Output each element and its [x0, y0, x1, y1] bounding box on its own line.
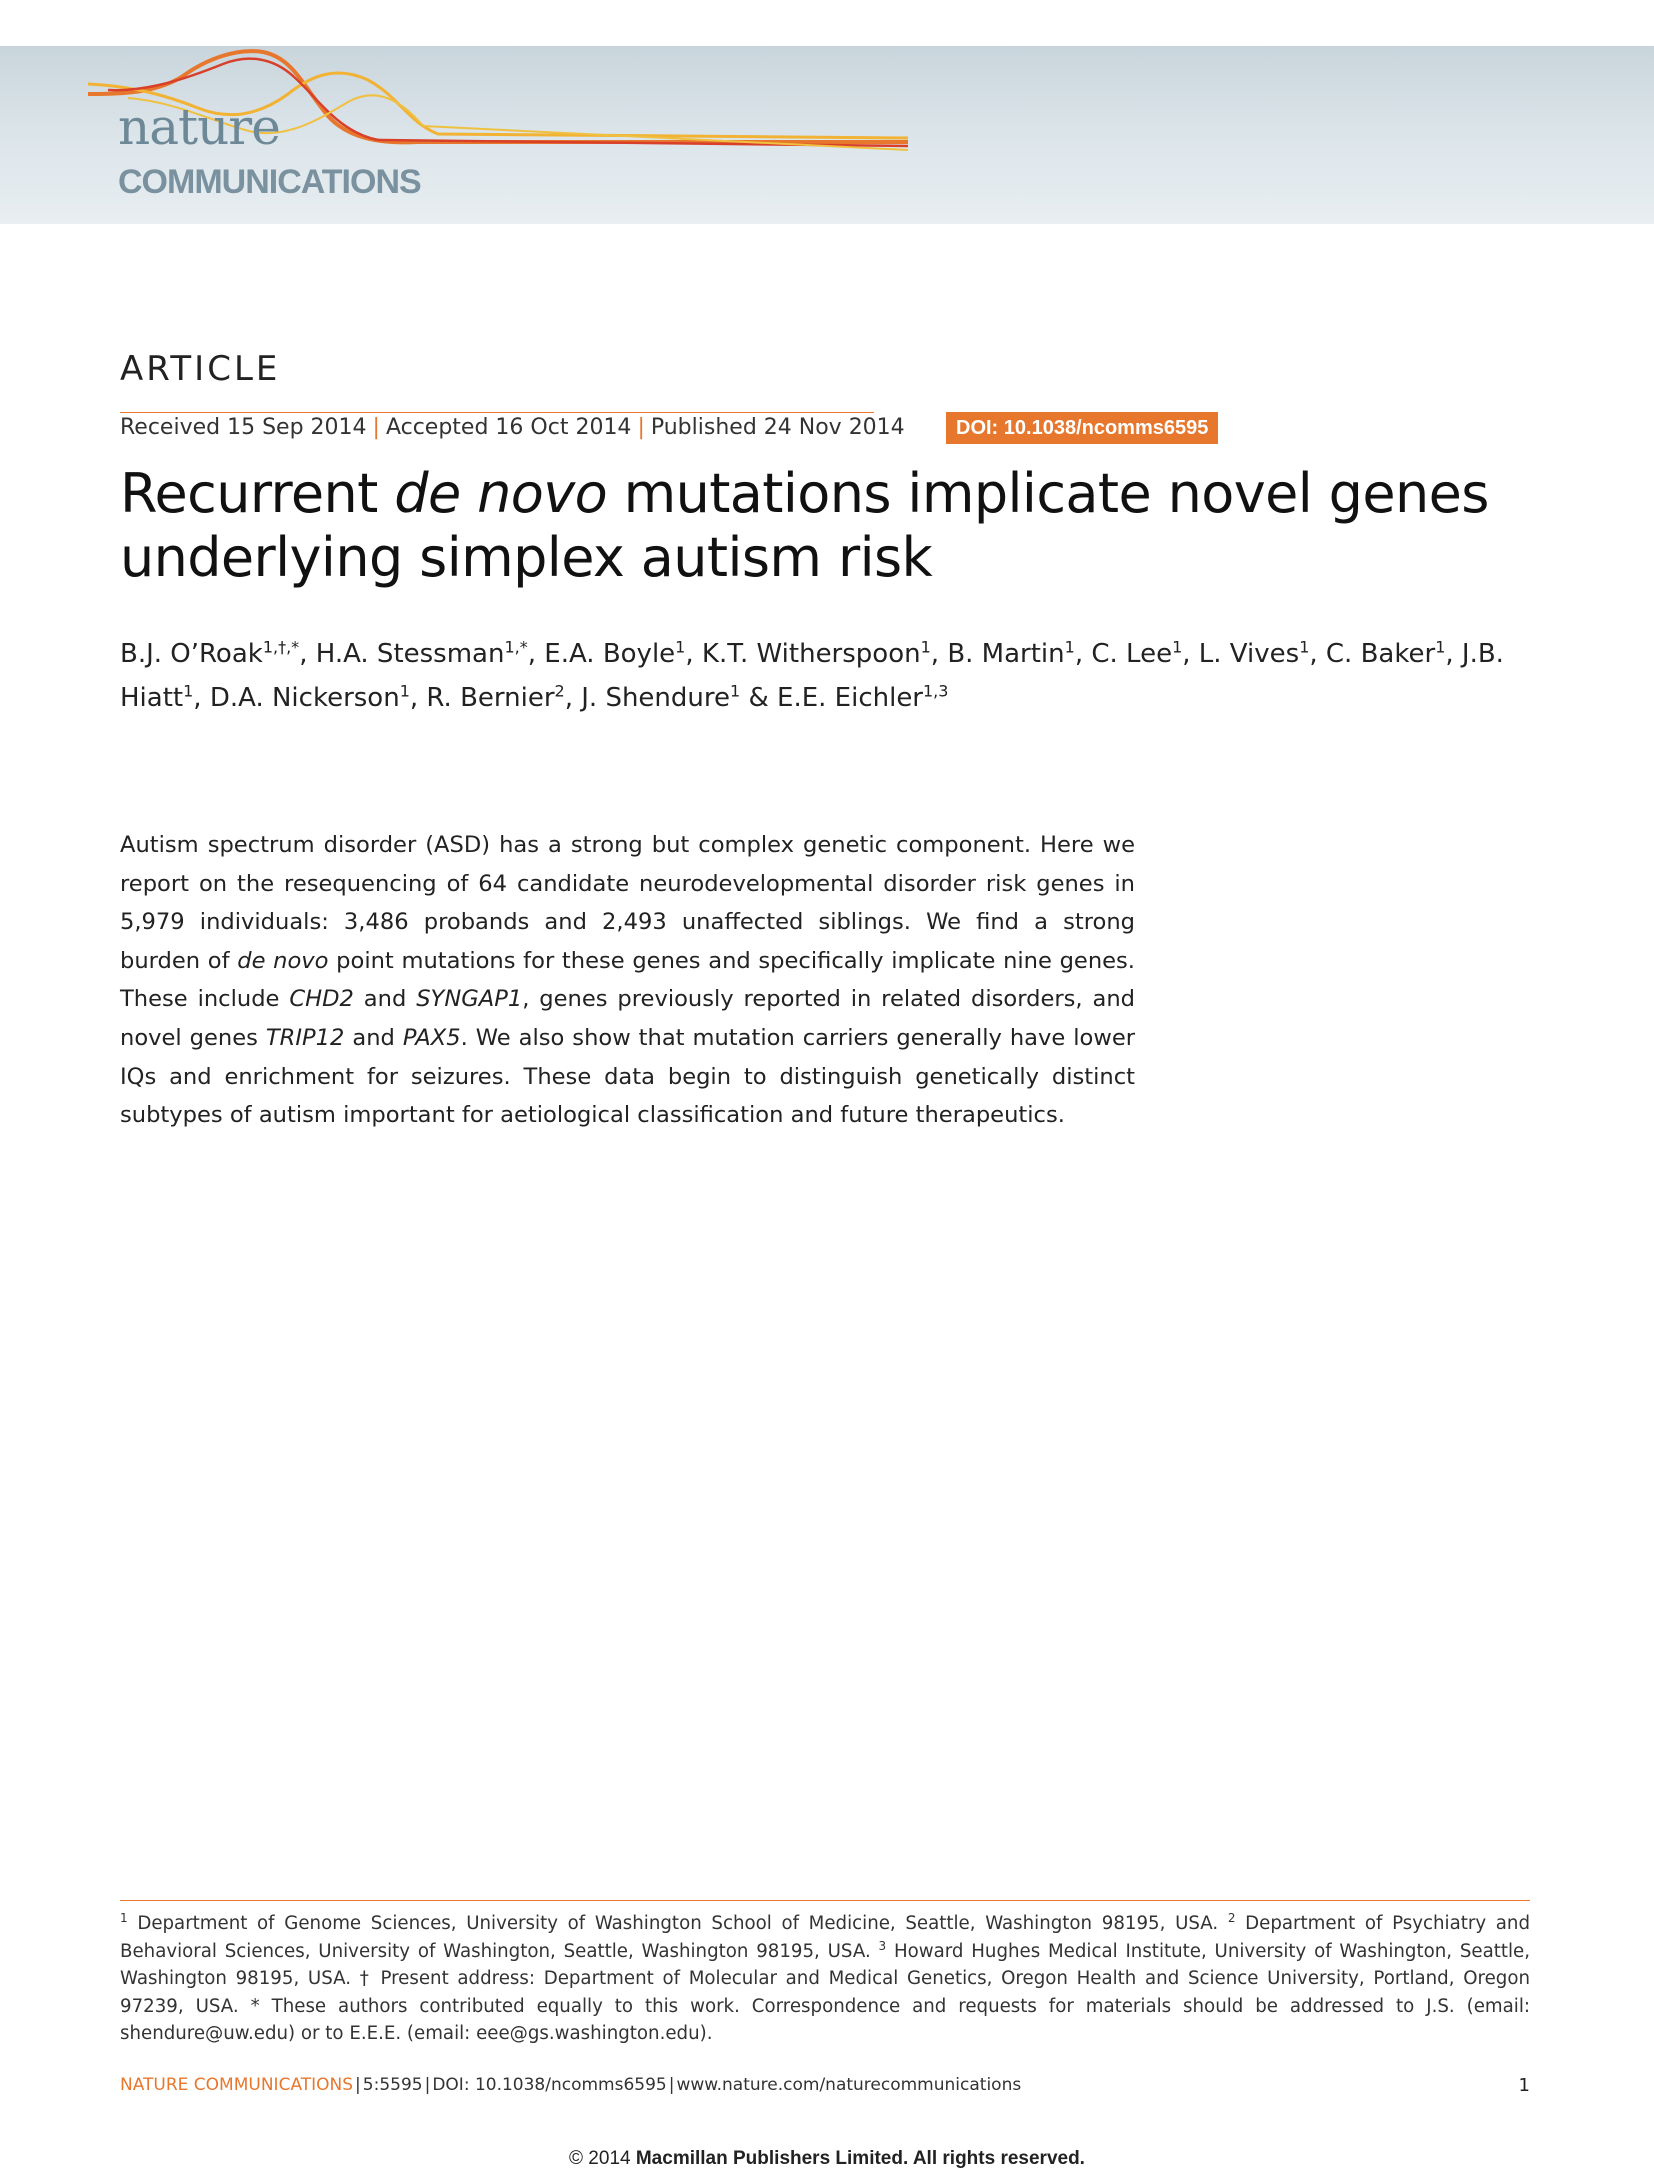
affiliation-marker: 2 [1227, 1910, 1236, 1925]
author-name: E.E. Eichler [777, 683, 923, 713]
affiliation-text: Howard Hughes Medical Institute, University of Washington, Seattle, Washington 98195, USA. † Present address: Department of Molecular and Medical Genetics, Oregon Health and Science University, Portland, Oregon 97239, USA. * These authors contributed equally to this work. Correspondence and requests for materials should be addressed to J.S. (email: shendure@uw.edu) or to E.E.E. (email: eee@gs.washington.edu). [120, 1940, 1530, 2044]
footer-separator: | [668, 2075, 675, 2095]
title-text: mutations implicate novel genes underlying simplex autism risk [120, 462, 1489, 589]
affiliations-rule [120, 1900, 1530, 1901]
author-name: D.A. Nickerson [209, 683, 400, 713]
author-affiliation-marker: 1 [1435, 637, 1446, 657]
author-name: C. Baker [1325, 639, 1436, 669]
abstract-text: and [344, 1024, 403, 1051]
author [581, 683, 740, 713]
author-name: C. Lee [1091, 639, 1173, 669]
published-date: Published 24 Nov 2014 [650, 415, 905, 440]
author-affiliation-marker: 1 [1172, 637, 1183, 657]
abstract-text: . We also show that mutation carriers generally have lower IQs and enrichment for seizures. These data begin to distinguish genetically distinct subtypes of autism important for aetiological classification and future therapeutics. [120, 1024, 1136, 1129]
affiliation-marker: 3 [878, 1938, 887, 1953]
page-number: 1 [1518, 2075, 1530, 2096]
abstract-text: Autism spectrum disorder (ASD) has a strong but complex genetic component. Here we report on the resequencing of 64 candidate neurodevelopmental disorder risk genes in 5,979 individuals: 3,486 probands and 2,493 unaffected siblings. We find a strong burden of [120, 832, 1135, 974]
received-date: Received 15 Sep 2014 [120, 415, 367, 440]
author-affiliation-marker: 1 [1064, 637, 1075, 657]
gene-name: CHD2 [289, 986, 354, 1013]
footer-doi[interactable]: DOI: 10.1038/ncomms6595 [432, 2075, 667, 2095]
author [1091, 639, 1182, 669]
gene-name: SYNGAP1 [416, 986, 523, 1013]
title-italic: de novo [394, 462, 608, 525]
footer-url[interactable]: www.nature.com/naturecommunications [676, 2075, 1022, 2095]
accepted-date: Accepted 16 Oct 2014 [385, 415, 632, 440]
abstract-text: and [353, 986, 417, 1013]
page-footer [120, 2075, 1530, 2095]
article-type-label: ARTICLE [120, 349, 281, 389]
author-affiliation-marker: 2 [554, 681, 565, 701]
author [120, 639, 299, 669]
author [1199, 639, 1310, 669]
footer-volume: 5:5595 [362, 2075, 423, 2095]
author-affiliation-marker: 1 [730, 681, 741, 701]
copyright-notice [0, 2148, 1654, 2170]
author-affiliation-marker: 1 [1299, 637, 1310, 657]
affiliation-text: Department of Psychiatry and Behavioral Sciences, University of Washington, Seattle, Washington 98195, USA. [120, 1913, 1530, 1962]
affiliations [120, 1910, 1530, 2048]
author-name: E.A. Boyle [544, 639, 676, 669]
abstract-italic: de novo [237, 947, 329, 974]
author [777, 683, 948, 713]
abstract-text: , genes previously reported in related disorders, and novel genes [120, 986, 1135, 1051]
author-list: B.J. O’Roak$^{1,\dagger,*}$, H.A. Stessman$^{1,*}$, E.A. Boyle$^1$, K.T. Witherspoon$^1$, B. Martin$^1$, C. Lee$^1$, L. Vives$^1$, C. Baker$^1$, J.B. Hiatt$^1$, D.A. Nickerson$^1$, R. Bernier$^2$, J. Shendure$^1$ & E.E. Eichler$^{1,3}$ [120, 637, 1504, 713]
author [426, 683, 564, 713]
author-affiliation-marker: 1 [920, 637, 931, 657]
author-affiliation-marker: 1 [183, 681, 194, 701]
author-affiliation-marker: 1,* [504, 637, 528, 657]
logo-nature-wordmark: nature [118, 98, 280, 156]
abstract-text: point mutations for these genes and specifically implicate nine genes. These include [120, 947, 1135, 1013]
history-rule [120, 412, 874, 413]
author [210, 683, 410, 713]
title-text: Recurrent [120, 462, 395, 525]
copyright-holder: Macmillan Publishers Limited. All rights reserved. [635, 2148, 1085, 2169]
history-separator: | [372, 415, 380, 440]
author [1326, 639, 1445, 669]
gene-name: PAX5 [402, 1024, 461, 1051]
author-name: R. Bernier [426, 683, 555, 713]
author-name: J.B. Hiatt [120, 639, 1504, 713]
author-affiliation-marker: 1 [399, 681, 410, 701]
footer-separator: | [355, 2075, 361, 2095]
author-name: H.A. Stessman [315, 639, 505, 669]
author-name: K.T. Witherspoon [701, 639, 921, 669]
author-name: B. Martin [947, 639, 1065, 669]
author-affiliation-marker: 1,†,* [262, 637, 300, 657]
author-name: J. Shendure [581, 683, 731, 713]
abstract [120, 826, 1135, 1135]
author [702, 639, 931, 669]
article-title [120, 462, 1540, 590]
logo-communications-wordmark: COMMUNICATIONS [118, 163, 421, 201]
footer-journal-name: NATURE COMMUNICATIONS [120, 2075, 354, 2095]
gene-name: TRIP12 [265, 1024, 345, 1051]
footer-separator: | [424, 2075, 431, 2095]
copyright-prefix: © 2014 [569, 2148, 636, 2169]
author [544, 639, 685, 669]
author-name: L. Vives [1198, 639, 1300, 669]
author [947, 639, 1075, 669]
doi-badge[interactable]: DOI: 10.1038/ncomms6595 [946, 412, 1218, 444]
author [316, 639, 528, 669]
article-history [120, 414, 905, 442]
affiliation-marker: 1 [120, 1910, 128, 1925]
author-affiliation-marker: 1 [675, 637, 686, 657]
author-affiliation-marker: 1,3 [923, 681, 949, 701]
history-separator: | [637, 415, 645, 440]
affiliation-text: Department of Genome Sciences, University of Washington School of Medicine, Seattle, Washington 98195, USA. [127, 1913, 1228, 1934]
author-name: B.J. O’Roak [120, 639, 263, 669]
